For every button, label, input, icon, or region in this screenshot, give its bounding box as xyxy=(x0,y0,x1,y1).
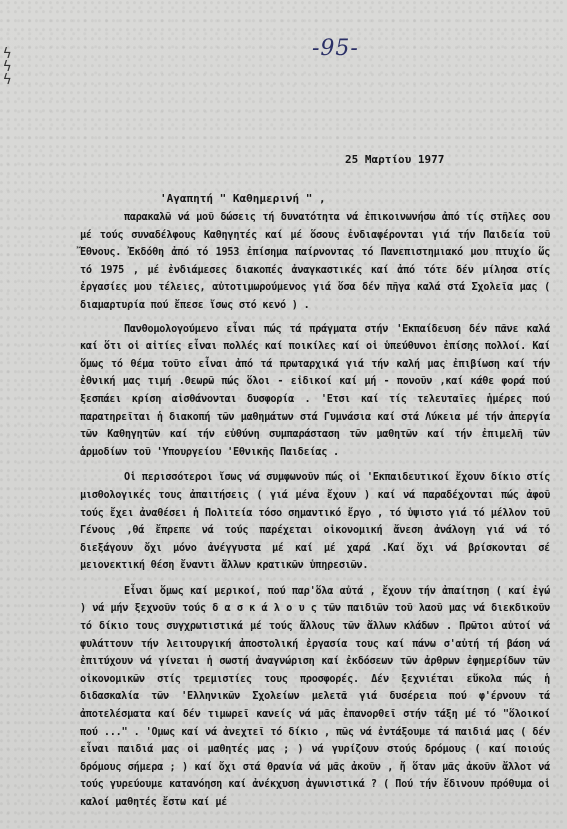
paragraph: Πανθομολογούμενο εἶναι πώς τά πράγματα στήν 'Εκπαίδευση δέν πᾶνε καλά καί ὅτι οἱ αἰτίες εἶναι πολλές καί ποικίλες καί οἱ ὑπεύθυνοι ἐπίσης πολλοί. Καί ὅμως τό θέμα τοῦτο εἶναι ἀπό τά πρωταρχικά γιά τήν καλή μας ἐπιβίωση καί τήν ἐθνική μας τιμή .Θεωρῶ πώς ὅλοι - εἰδικοί καί μή - πονοῦν ,καί κάθε φορά πού ξεσπάει κρίση αἰσθάνονται δυσφορία . 'Ετσι καί τίς τελευταῖες ἡμέρες πού παρατηρεῖται ἡ διακοπή τῶν μαθημάτων στά Γυμνάσια καί στά Λύκεια μέ τήν ἀπεργία τῶν Καθηγητῶν καί τήν εὐθύνη συμπαράσταση τῶν μαθητῶν καί τήν ἐπιμελῆ τῶν ἁρμοδίων τοῦ 'Υπουργείου 'Εθνικῆς Παιδείας . xyxy=(80,323,550,458)
paragraph: Εἶναι ὅμως καί μερικοί, πού παρ'ὅλα αὐτά , ἔχουν τήν ἀπαίτηση ( καί ἐγώ ) νά μήν ξεχνοῦν τούς δ α σ κ ά λ ο υ ς τῶν παιδιῶν τοῦ λαοῦ μας νά διεκδικοῦν τό δίκιο τους συγχρωτιστικά μέ τούς ἄλλους τῶν ἄλλων κλάδων . Πρῶτοι αὐτοί νά φυλάττουν τήν λειτουργική ἀποστολική ἐργασία τους καί πάνω σ'αὐτή τή βάση νά ἐπιτύχουν νά γίνεται ἡ σωστή ἀναγνώριση καί ἐκδόσεων τῶν ἀρθρων ἐφημερίδων τῶν οἰκονομικῶν στίς τρεμιστίες τους προσφορές. Δέν ξεχνιέται εὔκολα πώς ἡ διδασκαλία τῶν 'Ελληνικῶν Σχολείων μελετᾶ γιά δυσέρεια πού φ'έρνουν τά ἀποτελέσματα καί δέν τιμωρεῖ κανείς νά μᾶς ἐπανορθεῖ στήν τάξη μέ τό "ὅλοικοί πού ..." . 'Ομως καί νά ἀνεχτεῖ τό δίκιο , πῶς νά ἐντάξουμε τά παιδιά μας ( δέν εἶναι παιδιά μας οἱ μαθητές μας ; ) νά γυρίζουν στούς δρόμους ( καί ποιούς δρόμους σήμερα ; ) καί ὄχι στά θρανία νά μᾶς ἀκοῦν , ἤ ὅταν μᾶς ἀκοῦν ἄλλοτ νά τούς γυρεύουμε κατανόηση καί ἀνέκχυση ἀγωνιστικά ? ( Πού τήν ἔδινουν πρόθυμα οἱ καλοί μαθητές ἔστω καί μέ xyxy=(80,585,550,808)
letter-body xyxy=(80,209,550,820)
margin-marks: ϟ ϟ ϟ xyxy=(3,46,11,88)
paragraph: παρακαλῶ νά μοῦ δώσεις τή δυνατότητα νά ἐπικοινωνήσω ἀπό τίς στῆλες σου μέ τούς συναδέλφους Καθηγητές καί μέ ὅσους ἐνδιαφέρονται γιά τήν Παιδεία τοῦ Ἔθνους. Ἐκδόθη ἀπό τό 1953 ἐπίσημα παίρνοντας τό Πανεπιστημιακό μου πτυχίο ὥς τό 1975 , μέ ἐνδιάμεσες διακοπές ἀναγκαστικές καί ἀπό τότε δέν μίλησα στίς ἐργασίες μου τέλειες, αὐτοτιμωρούμενος γιά ὅσα δέν πῆγα καλά στά Σχολεῖα μας ( διαμαρτυρία πού ἔπεσε ἴσως στό κενό ) . xyxy=(80,212,550,311)
letter-date: 25 Μαρτίου 1977 xyxy=(345,153,445,166)
letter-salutation: 'Αγαπητή " Καθημερινή " , xyxy=(160,192,326,205)
page-number: -95- xyxy=(312,36,359,61)
paragraph: Οἱ περισσότεροι ἴσως νά συμφωνοῦν πώς οἱ 'Εκπαιδευτικοί ἔχουν δίκιο στίς μισθολογικές τους ἀπαιτήσεις ( γιά μένα ἔχουν ) καί νά παραδέχονται πώς ἀφοῦ τούς ἔχει ἀναθέσει ἡ Πολιτεία τόσο σημαντικό ἔργο , τό ὑψιστο γιά τό μέλλον τοῦ Γένους ,θά ἔπρεπε νά τούς παρέχεται οἰκονομική ἄνεση ἀνάλογη γιά νά τό διεξάγουν ὄχι μόνο ἀνέγγυστα μέ καί μέ χαρά .Καί ὄχι νά βρίσκονται σέ μειονεκτική θέση ἔναντι ἄλλων κρατικῶν ὑπηρεσιῶν. xyxy=(80,472,550,572)
